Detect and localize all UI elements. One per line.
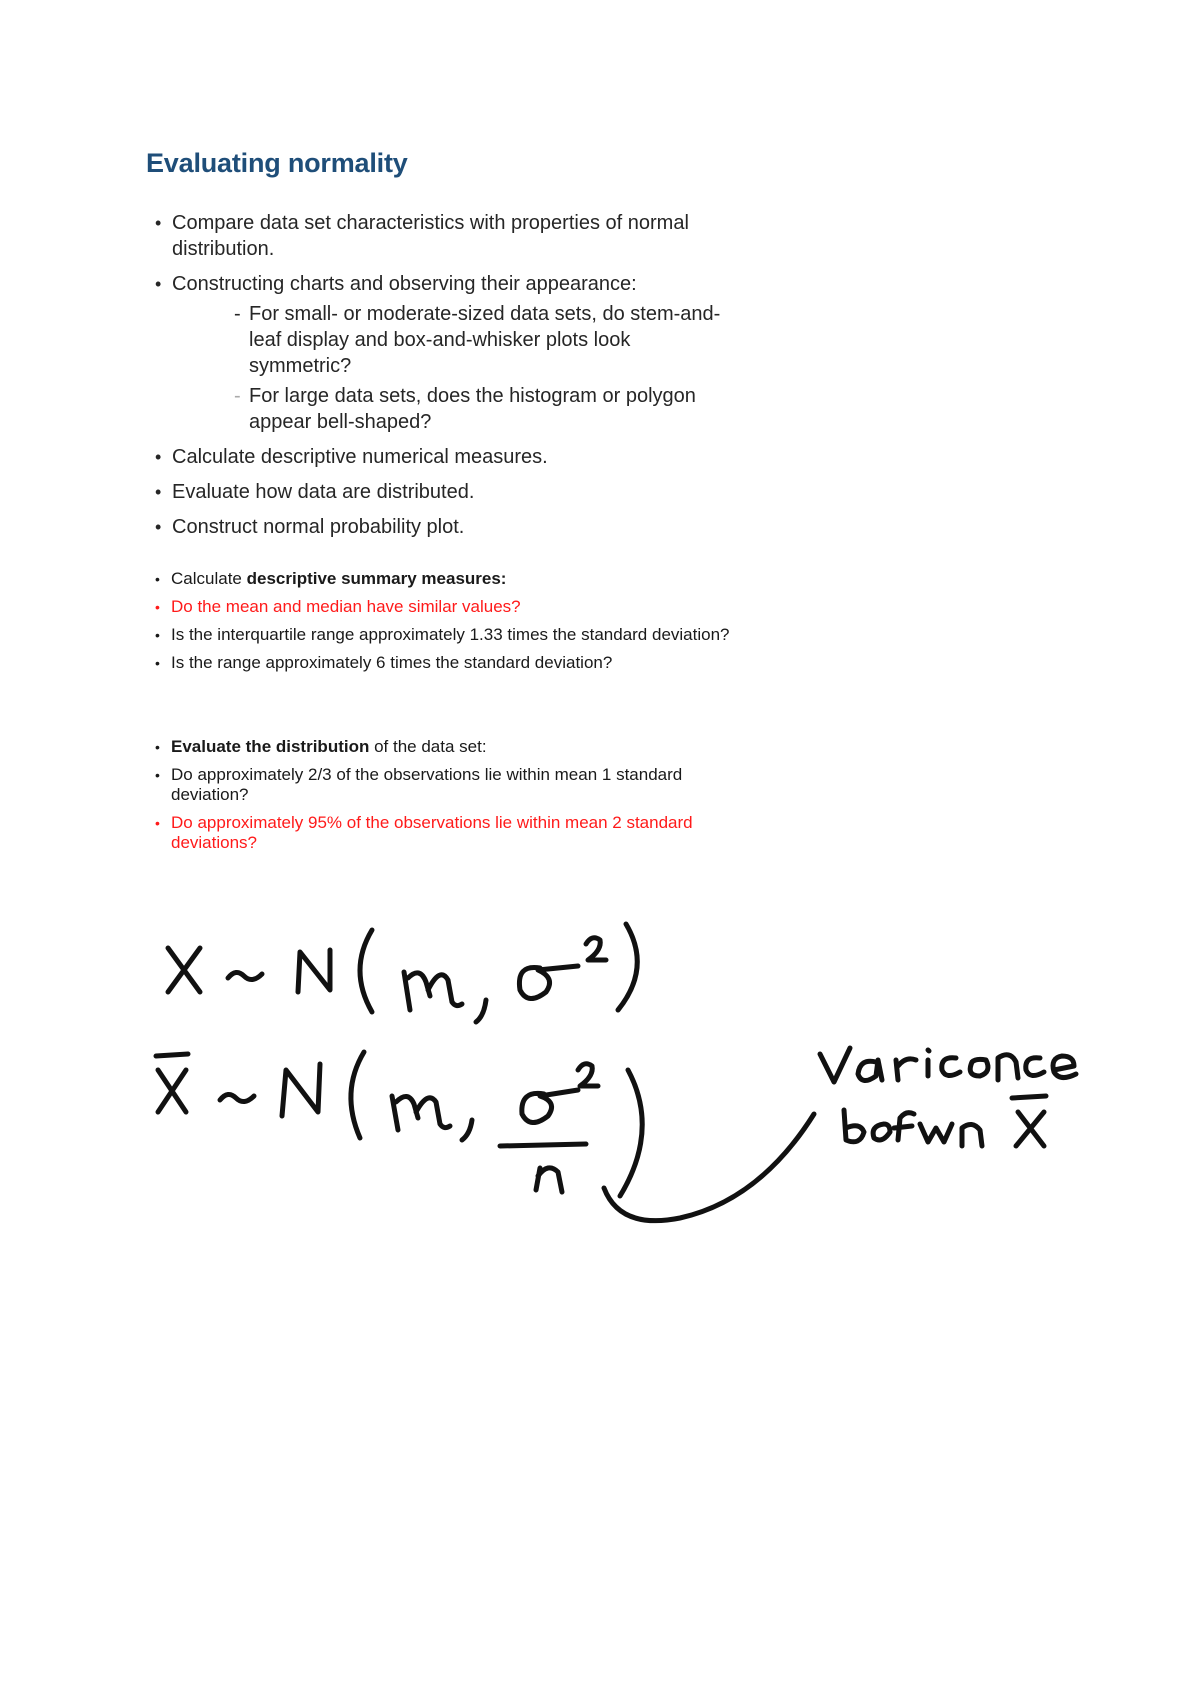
list-item-bold-text: descriptive summary measures: <box>246 569 507 588</box>
list-item-text: Compare data set characteristics with properties of normal distribution. <box>172 212 689 260</box>
list-item-text: Do the mean and median have similar values? <box>171 597 521 616</box>
list-item-text: Do approximately 95% of the observations lie within mean 2 standard deviations? <box>171 813 693 852</box>
list-item-text: Construct normal probability plot. <box>172 516 465 538</box>
list-item-text: Constructing charts and observing their appearance: <box>172 273 637 295</box>
sublist-item-text: For large data sets, does the histogram or polygon appear bell-shaped? <box>249 385 696 433</box>
list-item-text: Do approximately 2/3 of the observations lie within mean 1 standard deviation? <box>171 765 683 804</box>
sublist-item-text: For small- or moderate-sized data sets, do stem-and-leaf display and box-and-whisker plots look symmetric? <box>249 303 721 377</box>
list-item-text: of the data set: <box>369 737 487 756</box>
list-item-text: Is the interquartile range approximately 1.33 times the standard deviation? <box>171 625 730 644</box>
list-item-text: Is the range approximately 6 times the standard deviation? <box>171 653 613 672</box>
list-item-bold-text: Evaluate the distribution <box>171 737 370 756</box>
list-item-text: Calculate <box>171 569 247 588</box>
handwritten-formula-sample-mean <box>156 1052 642 1196</box>
list-item-text: Calculate descriptive numerical measures. <box>172 446 548 468</box>
page-title: Evaluating normality <box>146 148 408 178</box>
handwritten-note-variance <box>820 1048 1076 1082</box>
handwritten-formula-population <box>168 924 637 1022</box>
list-item-text: Evaluate how data are distributed. <box>172 481 475 503</box>
handwritten-note-between <box>844 1096 1046 1146</box>
